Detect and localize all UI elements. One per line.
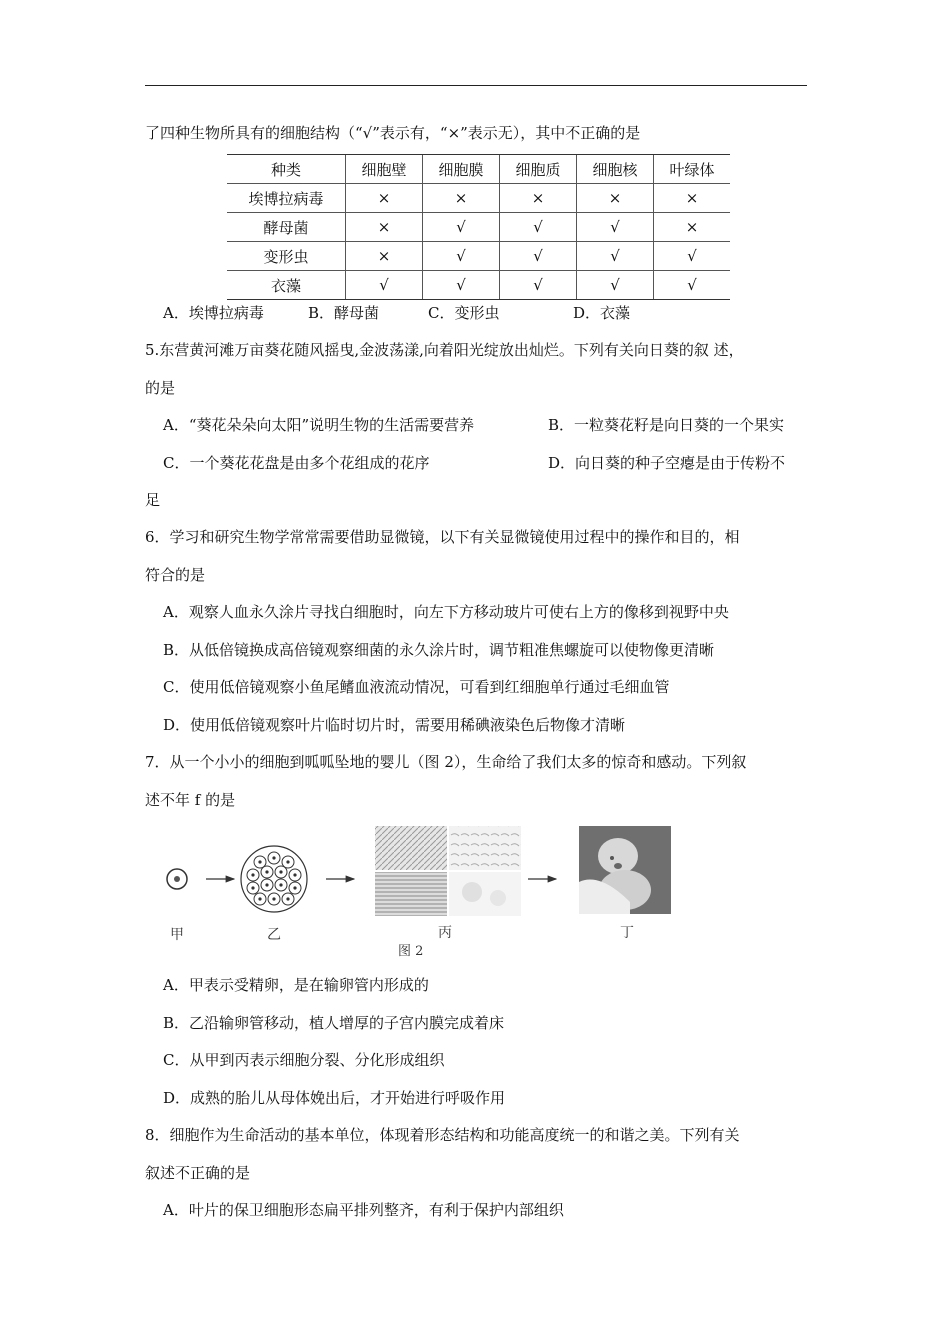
- q7-stem-line1: 7．从一个小小的细胞到呱呱坠地的婴儿（图 2），生命给了我们太多的惊奇和感动。下列叙: [145, 753, 747, 771]
- table-cell: √: [423, 242, 500, 271]
- q4-stem: 了四种生物所具有的细胞结构（“√”表示有，“×”表示无），其中不正确的是: [145, 124, 641, 142]
- table-cell: ×: [423, 184, 500, 213]
- table-cell: √: [346, 271, 423, 300]
- q8-stem-line1: 8．细胞作为生命活动的基本单位，体现着形态结构和功能高度统一的和谐之美。下列有关: [145, 1126, 740, 1144]
- table-header: 细胞膜: [423, 155, 500, 184]
- q4-option-c: C．变形虫: [428, 304, 500, 322]
- figure-label-bing: 丙: [438, 925, 452, 941]
- table-cell: √: [500, 271, 577, 300]
- table-header: 种类: [227, 155, 346, 184]
- table-cell: √: [577, 242, 654, 271]
- table-cell: 酵母菌: [227, 213, 346, 242]
- q6-option-d: D．使用低倍镜观察叶片临时切片时，需要用稀碘液染色后物像才清晰: [163, 716, 626, 734]
- table-row: [227, 271, 730, 300]
- q8-option-a: A．叶片的保卫细胞形态扁平排列整齐，有利于保护内部组织: [163, 1201, 564, 1219]
- table-header-row: [227, 155, 730, 184]
- table-cell: √: [577, 213, 654, 242]
- q4-option-b: B．酵母菌: [308, 304, 380, 322]
- table-cell: ×: [346, 213, 423, 242]
- figure-label-jia: 甲: [170, 927, 184, 943]
- q5-stem-line2: 的是: [145, 379, 176, 397]
- q5-option-b: B．一粒葵花籽是向日葵的一个果实: [548, 416, 785, 434]
- table-cell: √: [423, 271, 500, 300]
- table-cell: ×: [500, 184, 577, 213]
- tissue-images-icon: [375, 826, 521, 916]
- figure-2: [160, 822, 680, 962]
- q6-stem-line1: 6．学习和研究生物学常常需要借助显微镜，以下有关显微镜使用过程中的操作和目的，相: [145, 528, 740, 546]
- table-row: [227, 213, 730, 242]
- q5-stem-line1: 5.东营黄河滩万亩葵花随风摇曳,金波荡漾,向着阳光绽放出灿烂。下列有关向日葵的叙 述，: [145, 341, 744, 359]
- baby-photo-icon: [579, 826, 671, 914]
- table-cell: ×: [346, 184, 423, 213]
- cell-structure-table: [227, 154, 730, 300]
- q8-stem-line2: 叙述不正确的是: [145, 1164, 251, 1182]
- cell-cluster-icon: [241, 846, 307, 912]
- q6-option-c: C．使用低倍镜观察小鱼尾鳍血液流动情况，可看到红细胞单行通过毛细血管: [163, 678, 670, 696]
- q6-stem-line2: 符合的是: [145, 566, 206, 584]
- q7-option-a: A．甲表示受精卵，是在输卵管内形成的: [163, 976, 429, 994]
- table-cell: ×: [346, 242, 423, 271]
- q5-option-d: D．向日葵的种子空瘪是由于传粉不: [548, 454, 786, 472]
- table-header: 细胞壁: [346, 155, 423, 184]
- q4-option-a: A．埃博拉病毒: [163, 304, 264, 322]
- q5-option-a: A．“葵花朵朵向太阳”说明生物的生活需要营养: [163, 416, 475, 434]
- table-cell: √: [500, 213, 577, 242]
- figure-label-ding: 丁: [620, 925, 634, 941]
- table-cell: ×: [654, 213, 731, 242]
- table-cell: √: [500, 242, 577, 271]
- table-cell: 埃博拉病毒: [227, 184, 346, 213]
- table-cell: ×: [654, 184, 731, 213]
- q5-option-d-cont: 足: [145, 491, 161, 509]
- q7-stem-line2: 述不年 f 的是: [145, 791, 236, 809]
- zygote-icon: [167, 869, 187, 889]
- table-cell: 衣藻: [227, 271, 346, 300]
- figure-label-yi: 乙: [267, 927, 281, 943]
- figure-caption: 图 2: [398, 944, 424, 959]
- q5-option-c: C．一个葵花花盘是由多个花组成的花序: [163, 454, 430, 472]
- table-cell: 变形虫: [227, 242, 346, 271]
- table-cell: √: [654, 271, 731, 300]
- table-cell: √: [577, 271, 654, 300]
- table-cell: √: [654, 242, 731, 271]
- q6-option-a: A．观察人血永久涂片寻找白细胞时，向左下方移动玻片可使右上方的像移到视野中央: [163, 603, 729, 621]
- table-header: 细胞核: [577, 155, 654, 184]
- q4-option-d: D．衣藻: [573, 304, 631, 322]
- table-cell: √: [423, 213, 500, 242]
- header-rule: [145, 85, 807, 86]
- q7-option-c: C．从甲到丙表示细胞分裂、分化形成组织: [163, 1051, 445, 1069]
- table-header: 细胞质: [500, 155, 577, 184]
- q6-option-b: B．从低倍镜换成高倍镜观察细菌的永久涂片时，调节粗准焦螺旋可以使物像更清晰: [163, 641, 715, 659]
- table-row: [227, 184, 730, 213]
- q7-option-d: D．成熟的胎儿从母体娩出后，才开始进行呼吸作用: [163, 1089, 506, 1107]
- table-cell: ×: [577, 184, 654, 213]
- table-header: 叶绿体: [654, 155, 731, 184]
- q7-option-b: B．乙沿输卵管移动，植人增厚的子宫内膜完成着床: [163, 1014, 505, 1032]
- table-row: [227, 242, 730, 271]
